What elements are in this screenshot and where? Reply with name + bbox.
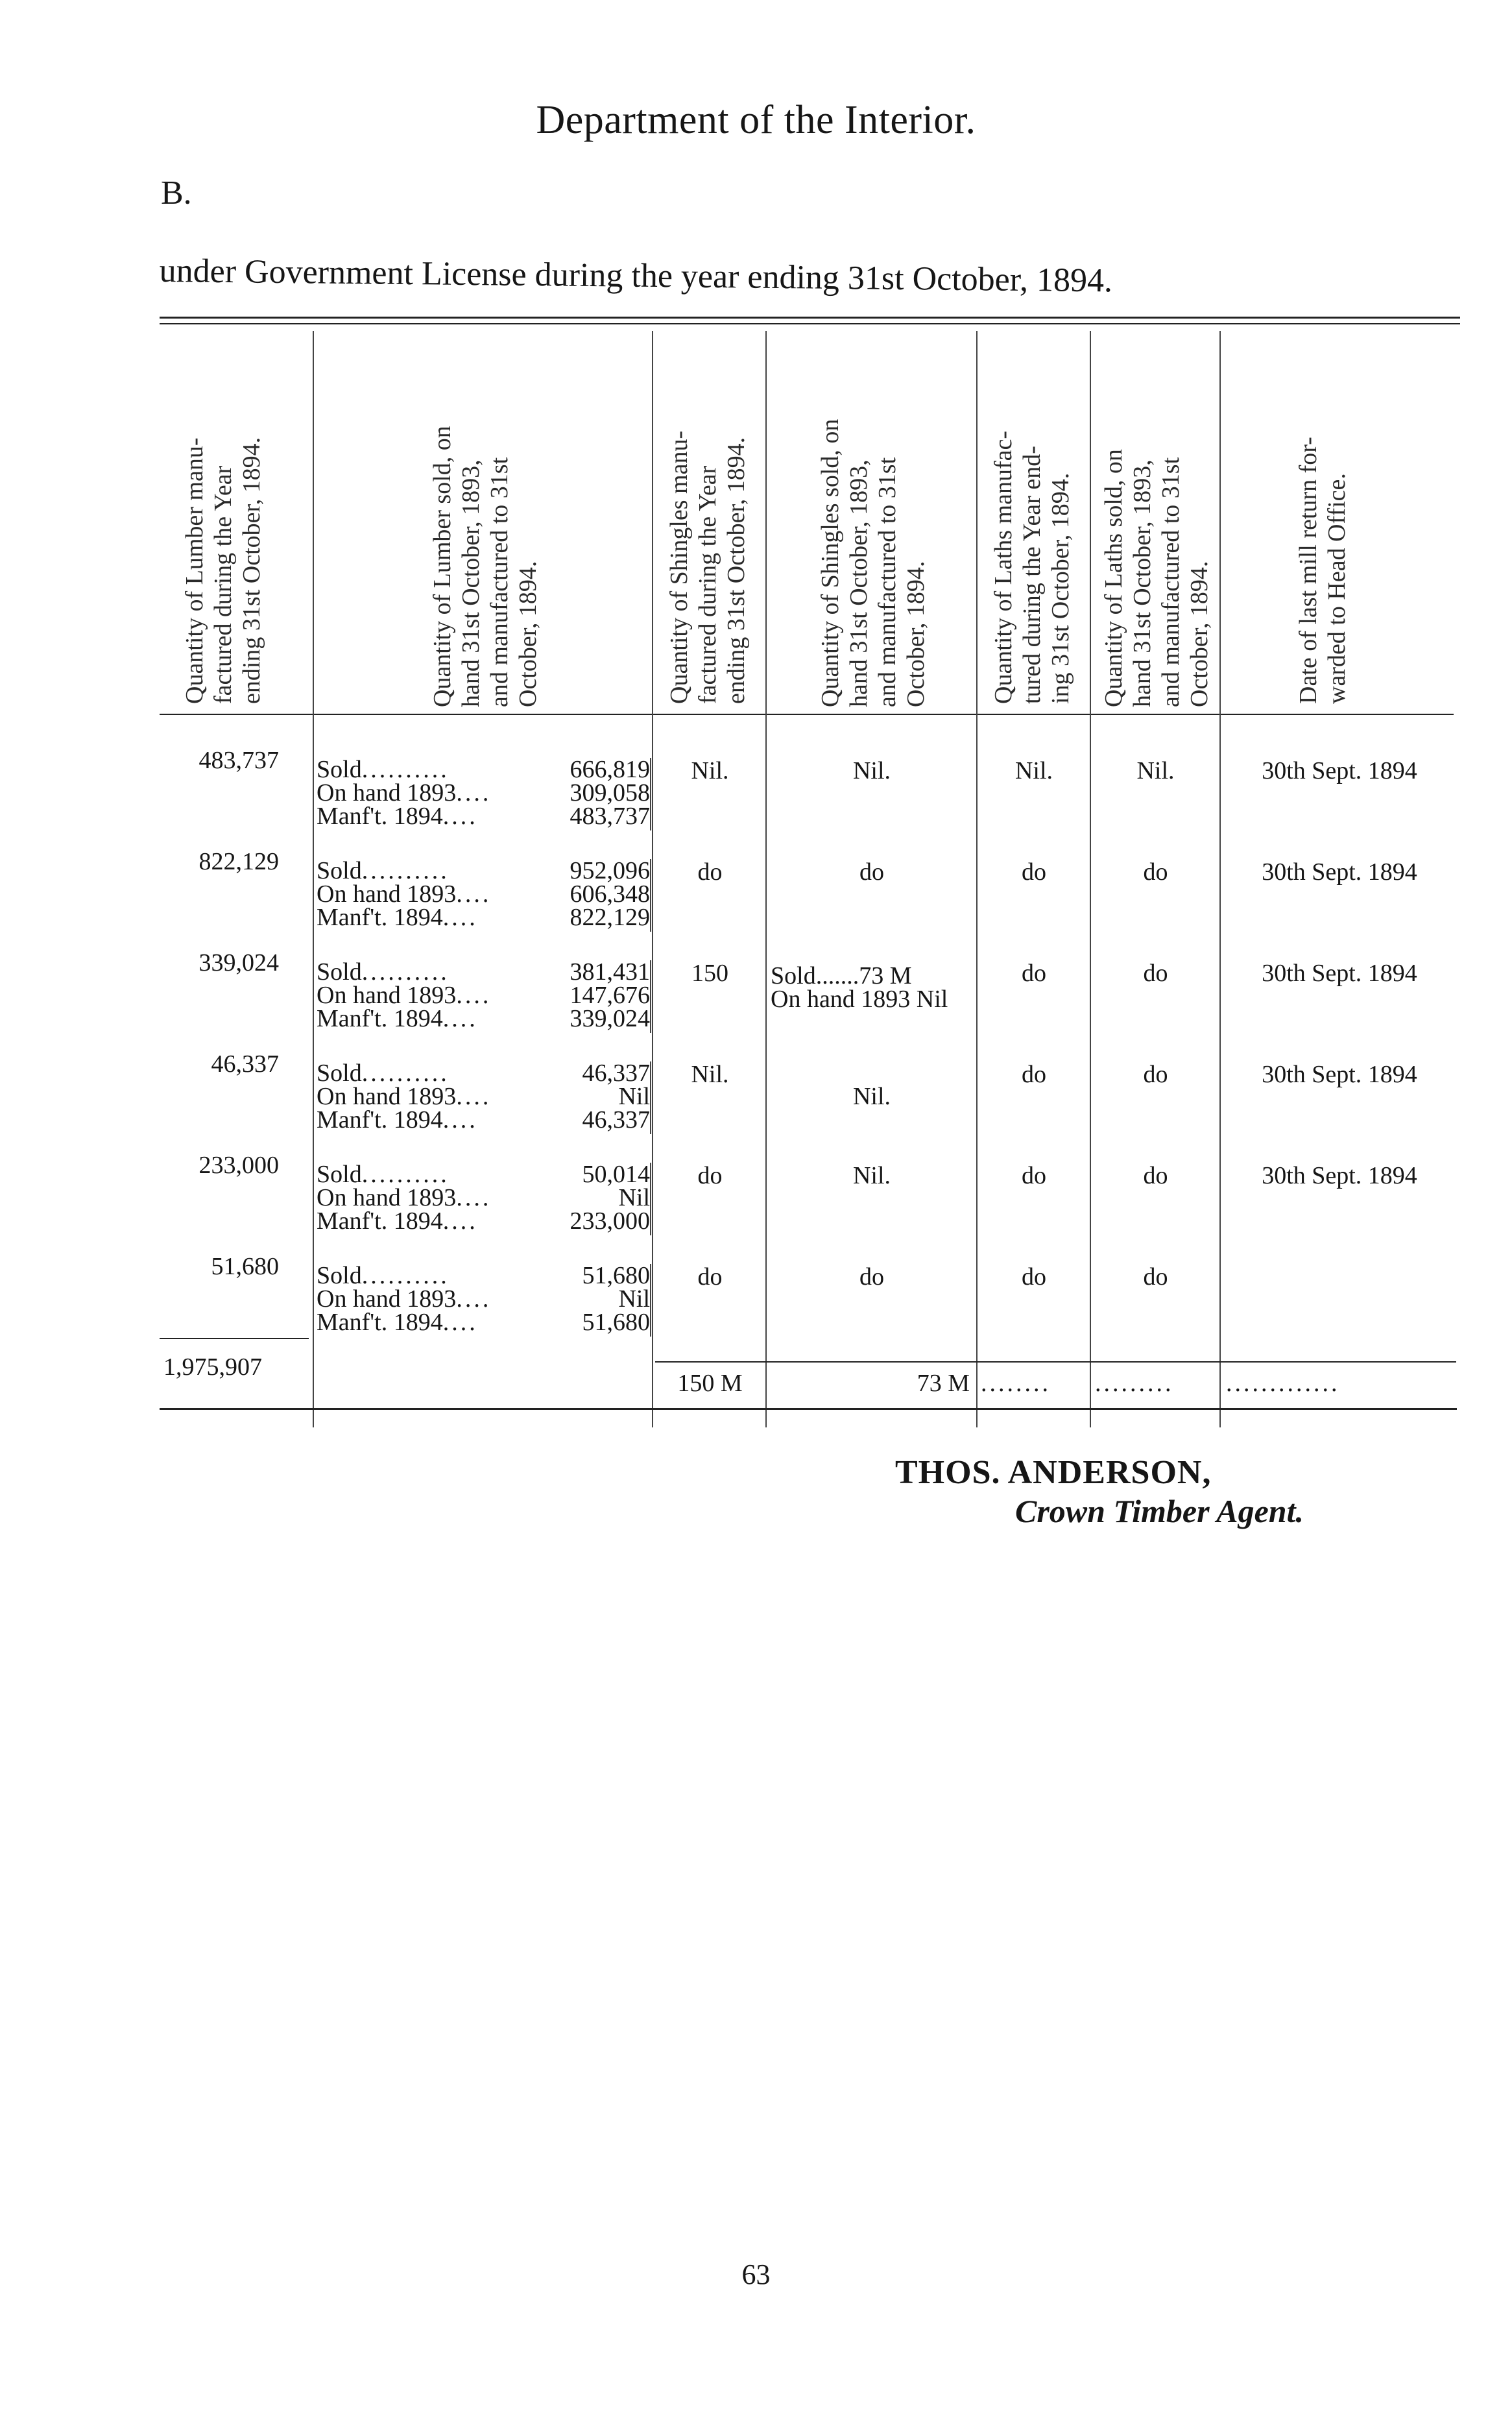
column-divider	[765, 331, 767, 1427]
row-label-text: On hand 1893	[317, 1184, 457, 1211]
row-label-text: Sold	[317, 958, 362, 986]
column-divider	[313, 331, 314, 1427]
row-label-text: Sold	[317, 1161, 362, 1188]
row-label-text: Manf't. 1894	[317, 1309, 443, 1336]
shingles-manufactured-value: Nil.	[691, 1061, 729, 1088]
header-line: Quantity of Shingles sold, on	[817, 418, 844, 707]
dot-leader: ..........	[361, 857, 450, 884]
header-bottom-rule	[160, 714, 1454, 715]
manft-label	[317, 1004, 478, 1033]
laths-manufactured-value: Nil.	[1014, 757, 1053, 784]
header-line: factured during the Year	[210, 465, 237, 704]
signatory-role: Crown Timber Agent.	[1015, 1493, 1304, 1529]
shingles-sold-value: Nil.	[852, 1162, 891, 1189]
row-label-text: On hand 1893	[317, 880, 457, 908]
row-label-text: On hand 1893	[317, 779, 457, 806]
lumber-sold-value: 50,014	[582, 1161, 650, 1188]
laths-sold-value: do	[1143, 960, 1168, 987]
row-label-text: Sold	[317, 1262, 362, 1289]
dot-leader: ........	[981, 1370, 1051, 1397]
lumber-manft-value: 822,129	[570, 904, 650, 931]
header-line: hand 31st October, 1893,	[457, 459, 485, 707]
laths-manufactured-value: do	[1022, 1162, 1046, 1189]
value-bracket	[650, 859, 651, 932]
mill-return-date-value: 30th Sept. 1894	[1262, 960, 1417, 987]
dot-leader: ....	[456, 1184, 492, 1211]
header-line: tured during the Year end-	[1018, 446, 1046, 704]
row-label-text: Manf't. 1894	[317, 904, 443, 931]
lumber-manufactured-value: 51,680	[211, 1253, 279, 1280]
lumber-on_hand-value: 309,058	[570, 779, 650, 806]
lumber-on_hand-value: 606,348	[570, 880, 650, 908]
lumber-manufactured-value: 233,000	[198, 1152, 279, 1179]
header-line: October, 1894.	[514, 561, 542, 707]
total-lumber-manufactured: 1,975,907	[163, 1353, 262, 1381]
row-label-text: Manf't. 1894	[317, 1106, 443, 1133]
signatory-name: THOS. ANDERSON,	[895, 1454, 1212, 1491]
header-line: ending 31st October, 1894.	[723, 437, 750, 704]
value-bracket	[650, 1061, 651, 1134]
lumber-manft-value: 51,680	[582, 1309, 650, 1336]
manft-label	[317, 1308, 478, 1337]
dot-leader: ....	[456, 1285, 492, 1313]
row-label-text: On hand 1893	[317, 982, 457, 1009]
dot-leader: .........	[1095, 1370, 1174, 1397]
lumber-manufactured-value: 483,737	[198, 747, 279, 774]
lumber-manft-value: 483,737	[570, 803, 650, 830]
value-bracket	[650, 960, 651, 1033]
lumber-sold-value: 666,819	[570, 756, 650, 783]
lumber-manufactured-value: 339,024	[198, 949, 279, 976]
lumber-sold-value: 46,337	[582, 1060, 650, 1087]
dot-leader: ....	[456, 982, 492, 1009]
table-bottom-rule	[160, 1408, 1457, 1410]
value-bracket	[650, 1264, 651, 1337]
row-label-text: On hand 1893	[317, 1285, 457, 1313]
manft-label	[317, 1207, 478, 1235]
row-label-text: Manf't. 1894	[317, 1207, 443, 1235]
lumber-sold-value: 952,096	[570, 857, 650, 884]
column-divider	[1090, 331, 1091, 1427]
dot-leader: ....	[442, 1207, 478, 1235]
dot-leader: ..........	[361, 1161, 450, 1188]
laths-sold-value: do	[1143, 1162, 1168, 1189]
header-line: Quantity of Lumber sold, on	[429, 426, 456, 707]
value-bracket	[650, 1163, 651, 1235]
page-title: Department of the Interior.	[536, 98, 976, 142]
header-line: hand 31st October, 1893,	[845, 459, 872, 707]
shingles-manufactured-value: do	[697, 1263, 723, 1291]
dot-leader: ..........	[361, 958, 450, 986]
lumber-manft-value: 46,337	[582, 1106, 650, 1133]
row-label-text: Manf't. 1894	[317, 1005, 443, 1032]
header-line: and manufactured to 31st	[874, 457, 901, 707]
table-subtitle: under Government License during the year ending 31st October, 1894.	[159, 252, 1113, 300]
row-label-text: On hand 1893	[317, 1083, 457, 1110]
shingles-manufactured-value: do	[697, 858, 723, 886]
lumber-sold-value: 51,680	[582, 1262, 650, 1289]
lumber-sold-value: 381,431	[570, 958, 650, 986]
shingles-manufactured-value: Nil.	[691, 757, 729, 784]
dot-leader: ....	[442, 1005, 478, 1032]
dot-leader: .............	[1226, 1370, 1340, 1397]
total-shingles-manufactured: 150 M	[677, 1370, 743, 1397]
header-laths-sold	[1099, 449, 1214, 707]
mill-return-date-value: 30th Sept. 1894	[1262, 858, 1417, 886]
dot-leader: ....	[456, 779, 492, 806]
header-line: Quantity of Shingles manu-	[666, 430, 693, 704]
manft-label	[317, 903, 478, 932]
header-line: October, 1894.	[1186, 561, 1213, 707]
shingles-sold-value: do	[859, 1263, 884, 1291]
header-shingles-manufactured	[665, 431, 750, 704]
lumber-on_hand-value: 147,676	[570, 982, 650, 1009]
header-shingles-sold	[816, 419, 930, 707]
shingles-manufactured-value: 150	[691, 960, 728, 987]
dot-leader: ....	[442, 1309, 478, 1336]
header-line: Quantity of Laths manufac-	[990, 430, 1017, 704]
totals-rule	[655, 1361, 1456, 1363]
row-label-text: Sold	[317, 756, 362, 783]
row-label-text: Manf't. 1894	[317, 803, 443, 830]
shingles-sold-line: Sold.......73 M	[771, 962, 912, 989]
laths-manufactured-value: do	[1022, 1061, 1046, 1088]
lumber-on_hand-value: Nil	[618, 1285, 650, 1313]
lumber-manft-value: 233,000	[570, 1207, 650, 1235]
header-line: ending 31st October, 1894.	[238, 437, 265, 704]
laths-sold-value: Nil.	[1136, 757, 1175, 784]
header-mill-return-date	[1294, 437, 1351, 704]
laths-manufactured-value: do	[1022, 960, 1046, 987]
header-line: October, 1894.	[902, 561, 930, 707]
row-label-text: Sold	[317, 857, 362, 884]
header-line: Quantity of Lumber manu-	[181, 437, 208, 704]
dot-leader: ....	[442, 904, 478, 931]
header-line: and manufactured to 31st	[486, 457, 513, 707]
laths-sold-value: do	[1143, 858, 1168, 886]
laths-sold-value: do	[1143, 1263, 1168, 1291]
mill-return-date-value: 30th Sept. 1894	[1262, 757, 1417, 784]
total-shingles-sold: 73 M	[917, 1370, 970, 1397]
header-lumber-manufactured	[180, 437, 266, 704]
lumber-on_hand-value: Nil	[618, 1083, 650, 1110]
totals-rule	[160, 1338, 309, 1339]
shingles-sold-line: On hand 1893 Nil	[771, 986, 948, 1013]
lumber-manft-value: 339,024	[570, 1005, 650, 1032]
section-letter: B.	[161, 175, 192, 212]
dot-leader: ....	[442, 803, 478, 830]
dot-leader: ..........	[361, 756, 450, 783]
dot-leader: ....	[442, 1106, 478, 1133]
page-number: 63	[741, 2259, 771, 2290]
mill-return-date-value: 30th Sept. 1894	[1262, 1061, 1417, 1088]
shingles-sold-value: do	[859, 858, 884, 886]
lumber-on_hand-value: Nil	[618, 1184, 650, 1211]
header-line: warded to Head Office.	[1323, 473, 1350, 704]
column-divider	[652, 331, 653, 1427]
header-line: Date of last mill return for-	[1295, 437, 1322, 704]
lumber-manufactured-value: 46,337	[211, 1050, 279, 1078]
dot-leader: ....	[456, 1083, 492, 1110]
header-line: and manufactured to 31st	[1157, 457, 1184, 707]
value-bracket	[650, 758, 651, 830]
header-laths-manufactured	[989, 431, 1075, 704]
column-divider	[1219, 331, 1221, 1427]
header-lumber-sold	[428, 426, 542, 707]
manft-label	[317, 1106, 478, 1134]
column-divider	[976, 331, 978, 1427]
row-label-text: Sold	[317, 1060, 362, 1087]
mill-return-date-value: 30th Sept. 1894	[1262, 1162, 1417, 1189]
laths-sold-value: do	[1143, 1061, 1168, 1088]
lumber-manufactured-value: 822,129	[198, 848, 279, 875]
shingles-sold-value: Nil.	[852, 1083, 891, 1110]
dot-leader: ..........	[361, 1262, 450, 1289]
laths-manufactured-value: do	[1022, 1263, 1046, 1291]
header-line: factured during the Year	[694, 465, 721, 704]
shingles-sold-value: Nil.	[852, 757, 891, 784]
shingles-manufactured-value: do	[697, 1162, 723, 1189]
laths-manufactured-value: do	[1022, 858, 1046, 886]
header-line: ing 31st October, 1894.	[1047, 472, 1074, 704]
dot-leader: ....	[456, 880, 492, 908]
header-line: Quantity of Laths sold, on	[1100, 449, 1127, 707]
dot-leader: ..........	[361, 1060, 450, 1087]
header-line: hand 31st October, 1893,	[1129, 459, 1156, 707]
manft-label	[317, 802, 478, 830]
